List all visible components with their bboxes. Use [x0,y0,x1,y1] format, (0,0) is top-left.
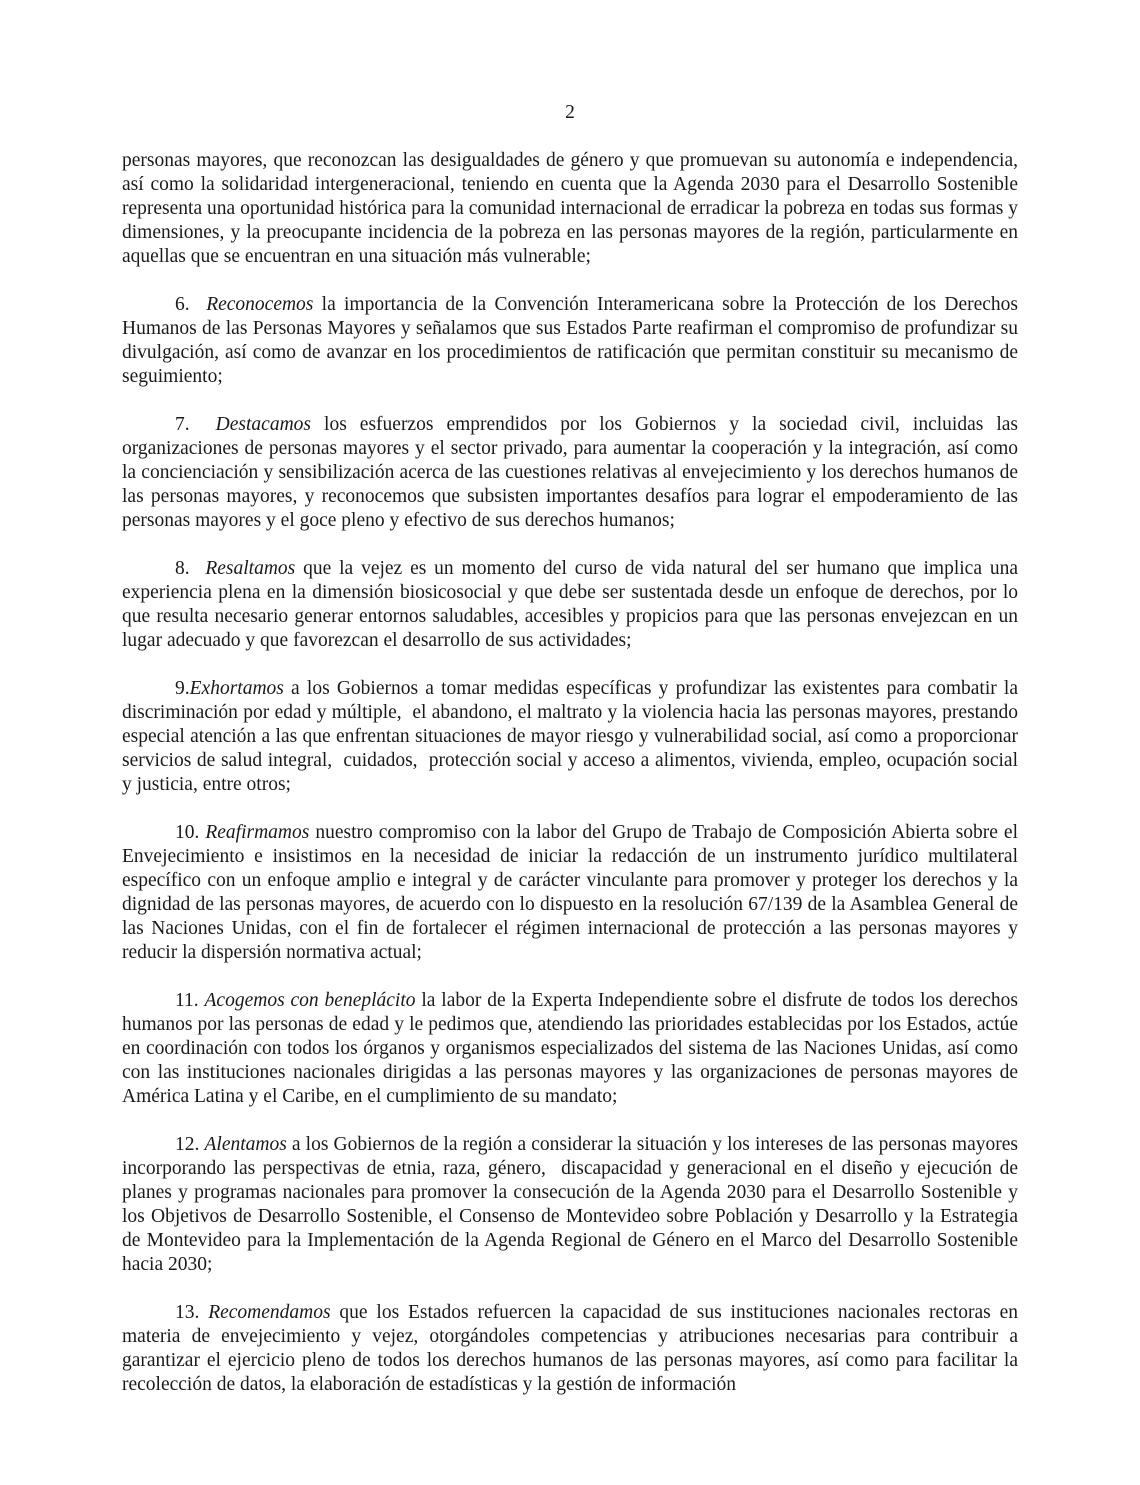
paragraph-lead-verb: Reafirmamos [205,822,310,843]
paragraph [122,1133,1018,1277]
paragraph-text: que la vejez es un momento del curso de vida natural del ser humano que implica una experiencia plena en la dimensión biosicosocial y que debe ser sustentada desde un enfoque de derechos, por lo que resulta necesario generar entornos saludables, accesibles y propicios para que las personas envejezcan en un lugar adecuado y que favorezcan el desarrollo de sus actividades; [122,558,1018,651]
paragraph-number: 6. [175,294,207,315]
paragraph-lead-verb: Destacamos [215,414,311,435]
paragraph-lead-verb: Reconocemos [206,294,314,315]
paragraph [122,557,1018,653]
paragraph-lead-verb: Acogemos con beneplácito [204,990,416,1011]
paragraph-lead-verb: Exhortamos [189,678,284,699]
paragraph-text: nuestro compromiso con la labor del Grupo de Trabajo de Composición Abierta sobre el Envejecimiento e insistimos en la necesidad de iniciar la redacción de un instrumento jurídico multilateral específico con un enfoque amplio e integral y de carácter vinculante para promover y proteger los derechos y la dignidad de las personas mayores, de acuerdo con lo dispuesto en la resolución 67/139 de la Asamblea General de las Naciones Unidas, con el fin de fortalecer el régimen internacional de protección a las personas mayores y reducir la dispersión normativa actual; [122,822,1019,963]
paragraph [122,821,1018,965]
paragraph-text: a los Gobiernos de la región a considerar la situación y los intereses de las personas mayores incorporando las perspectivas de etnia, raza, género, discapacidad y generacional en el diseño y ejecución de planes y programas nacionales para promover la consecución de la Agenda 2030 para el Desarrollo Sostenible y los Objetivos de Desarrollo Sostenible, el Consenso de Montevideo sobre Población y Desarrollo y la Estrategia de Montevideo para la Implementación de la Agenda Regional de Género en el Marco del Desarrollo Sostenible hacia 2030; [122,1134,1018,1275]
paragraph-lead-verb: Alentamos [204,1134,287,1155]
page-number: 2 [565,102,575,123]
paragraph-text: personas mayores, que reconozcan las desigualdades de género y que promuevan su autonomía e independencia, así como la solidaridad intergeneracional, teniendo en cuenta que la Agenda 2030 para el Desarrollo Sostenible representa una oportunidad histórica para la comunidad internacional de erradicar la pobreza en todas sus formas y dimensiones, y la preocupante incidencia de la pobreza en las personas mayores de la región, particularmente en aquellas que se encuentran en una situación más vulnerable; [122,150,1018,267]
paragraph-number: 7. [175,414,216,435]
paragraph-number: 8. [175,558,206,579]
paragraph [122,413,1018,533]
paragraph-text: a los Gobiernos a tomar medidas específicas y profundizar las existentes para combatir la discriminación por edad y múltiple, el abandono, el maltrato y la violencia hacia las personas mayores, prestando especial atención a las que enfrentan situaciones de mayor riesgo y vulnerabilidad social, así como a proporcionar servicios de salud integral, cuidados, protección social y acceso a alimentos, vivienda, empleo, ocupación social y justicia, entre otros; [122,678,1018,795]
paragraph-number: 9. [175,678,190,699]
paragraph-number: 13. [175,1302,209,1323]
paragraph-text: la labor de la Experta Independiente sobre el disfrute de todos los derechos humanos por las personas de edad y le pedimos que, atendiendo las prioridades establecidas por los Estados, actúe en coordinación con todos los órganos y organismos especializados del sistema de las Naciones Unidas, así como con las instituciones nacionales dirigidas a las personas mayores y las organizaciones de personas mayores de América Latina y el Caribe, en el cumplimiento de su mandato; [122,990,1019,1107]
paragraph [122,149,1018,269]
paragraph-text: que los Estados refuercen la capacidad de sus instituciones nacionales rectoras en materia de envejecimiento y vejez, otorgándoles competencias y atribuciones necesarias para contribuir a garantizar el ejercicio pleno de todos los derechos humanos de las personas mayores, así como para facilitar la recolección de datos, la elaboración de estadísticas y la gestión de información [122,1302,1018,1395]
paragraph [122,989,1018,1109]
paragraph-lead-verb: Resaltamos [205,558,296,579]
paragraph [122,677,1018,797]
paragraph-text: los esfuerzos emprendidos por los Gobiernos y la sociedad civil, incluidas las organizaciones de personas mayores y el sector privado, para aumentar la cooperación y la integración, así como la concienciación y sensibilización acerca de las cuestiones relativas al envejecimiento y los derechos humanos de las personas mayores, y reconocemos que subsisten importantes desafíos para lograr el empoderamiento de las personas mayores y el goce pleno y efectivo de sus derechos humanos; [122,414,1018,531]
paragraph-number: 12. [175,1134,205,1155]
paragraph-number: 10. [175,822,206,843]
paragraph-number: 11. [175,990,205,1011]
document-body [122,149,1018,1397]
paragraph [122,1301,1018,1397]
paragraph-text: la importancia de la Convención Interamericana sobre la Protección de los Derechos Humanos de las Personas Mayores y señalamos que sus Estados Parte reafirman el compromiso de profundizar su divulgación, así como de avanzar en los procedimientos de ratificación que permitan constituir su mecanismo de seguimiento; [122,294,1019,387]
paragraph-lead-verb: Recomendamos [208,1302,331,1323]
paragraph [122,293,1018,389]
